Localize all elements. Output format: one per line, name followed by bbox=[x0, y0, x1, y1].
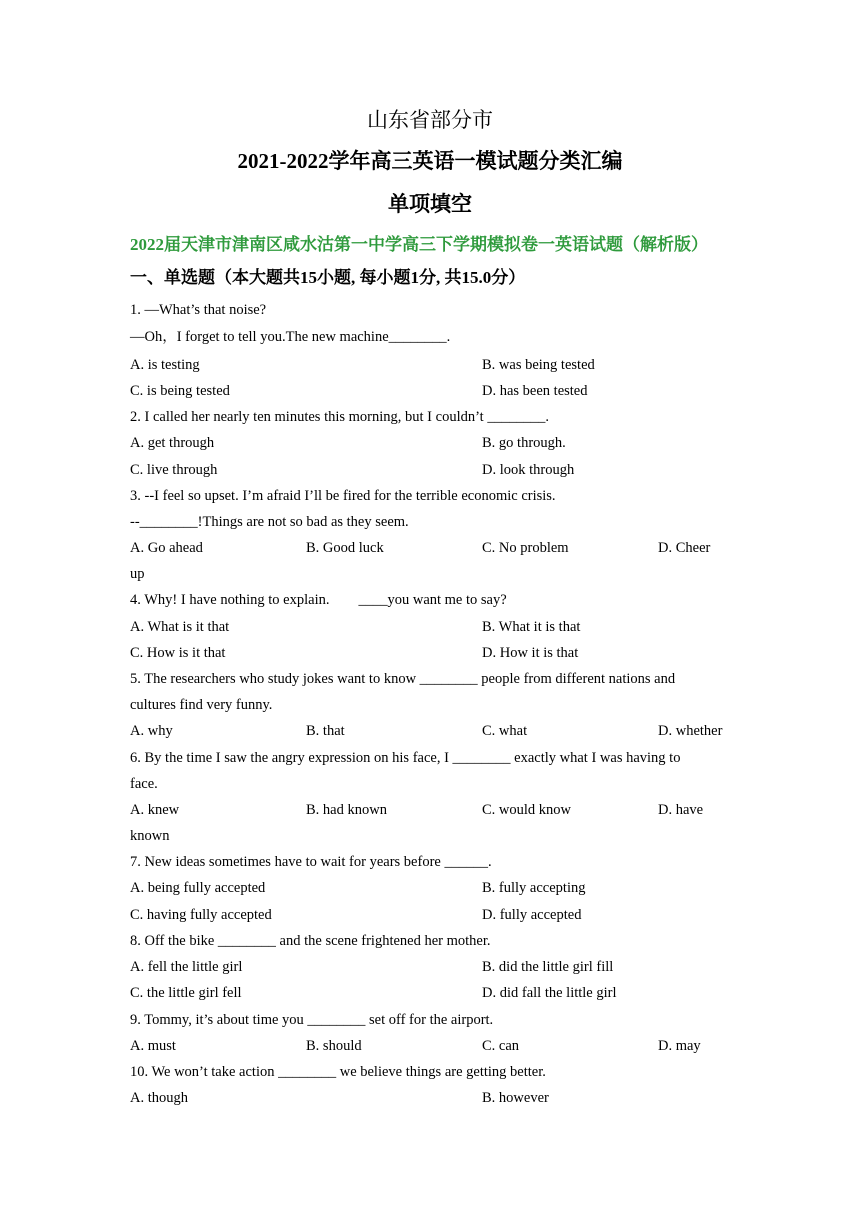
question-4-option-d: D. How it is that bbox=[482, 645, 579, 661]
question-7-option-d: D. fully accepted bbox=[482, 907, 582, 923]
question-5-stem-line-2: cultures find very funny. bbox=[130, 697, 273, 713]
question-6-option-c: C. would know bbox=[482, 802, 572, 818]
question-5-option-c: C. what bbox=[482, 723, 528, 739]
question-6-option-d: D. have bbox=[658, 802, 704, 818]
question-4-stem: 4. Why! I have nothing to explain. ____you want me to say? bbox=[130, 592, 507, 608]
question-4-option-a: A. What is it that bbox=[130, 619, 230, 635]
question-8-option-a: A. fell the little girl bbox=[130, 959, 243, 975]
source-title: 2022届天津市津南区咸水沽第一中学高三下学期模拟卷一英语试题（解析版） bbox=[130, 235, 708, 254]
question-6-option-a: A. knew bbox=[130, 802, 180, 818]
question-6-option-b: B. had known bbox=[306, 802, 387, 818]
question-3-option-c: C. No problem bbox=[482, 540, 569, 556]
question-3-stem-line-2: --________!Things are not so bad as they seem. bbox=[130, 514, 409, 530]
question-2-option-c: C. live through bbox=[130, 462, 218, 478]
question-8-stem: 8. Off the bike ________ and the scene frightened her mother. bbox=[130, 933, 491, 949]
question-6-option-d-wrap: known bbox=[130, 828, 170, 844]
question-2-stem: 2. I called her nearly ten minutes this morning, but I couldn’t ________. bbox=[130, 409, 549, 425]
question-1-stem-line-2: —Oh，I forget to tell you.The new machine________. bbox=[130, 329, 451, 345]
question-1-option-c: C. is being tested bbox=[130, 383, 230, 399]
question-6-stem-line-2: face. bbox=[130, 776, 158, 792]
question-7-stem: 7. New ideas sometimes have to wait for years before ______. bbox=[130, 854, 492, 870]
question-9-option-b: B. should bbox=[306, 1038, 362, 1054]
question-8-option-d: D. did fall the little girl bbox=[482, 985, 617, 1001]
question-4-option-b: B. What it is that bbox=[482, 619, 581, 635]
question-6-stem-line-1: 6. By the time I saw the angry expression on his face, I ________ exactly what I was having to bbox=[130, 750, 681, 766]
question-10-stem: 10. We won’t take action ________ we believe things are getting better. bbox=[130, 1064, 546, 1080]
question-2-option-b: B. go through. bbox=[482, 435, 566, 451]
question-2-option-a: A. get through bbox=[130, 435, 215, 451]
question-1-option-a: A. is testing bbox=[130, 357, 200, 373]
question-3-option-a: A. Go ahead bbox=[130, 540, 203, 556]
question-8-option-c: C. the little girl fell bbox=[130, 985, 242, 1001]
question-5-option-b: B. that bbox=[306, 723, 345, 739]
question-3-option-b: B. Good luck bbox=[306, 540, 384, 556]
question-1-option-d: D. has been tested bbox=[482, 383, 588, 399]
question-4-option-c: C. How is it that bbox=[130, 645, 226, 661]
question-3-option-d: D. Cheer bbox=[658, 540, 711, 556]
topic-title: 单项填空 bbox=[388, 192, 472, 216]
region-title: 山东省部分市 bbox=[367, 108, 493, 132]
question-9-option-d: D. may bbox=[658, 1038, 701, 1054]
question-10-option-a: A. though bbox=[130, 1090, 188, 1106]
question-5-option-a: A. why bbox=[130, 723, 173, 739]
question-7-option-a: A. being fully accepted bbox=[130, 880, 266, 896]
question-9-option-c: C. can bbox=[482, 1038, 520, 1054]
question-9-option-a: A. must bbox=[130, 1038, 176, 1054]
question-5-option-d: D. whether bbox=[658, 723, 723, 739]
question-3-option-d-wrap: up bbox=[130, 566, 145, 582]
question-8-option-b: B. did the little girl fill bbox=[482, 959, 614, 975]
question-9-stem: 9. Tommy, it’s about time you ________ set off for the airport. bbox=[130, 1012, 494, 1028]
question-2-option-d: D. look through bbox=[482, 462, 575, 478]
question-7-option-c: C. having fully accepted bbox=[130, 907, 272, 923]
question-7-option-b: B. fully accepting bbox=[482, 880, 586, 896]
question-5-stem-line-1: 5. The researchers who study jokes want to know ________ people from different nations and bbox=[130, 671, 676, 687]
series-title: 2021-2022学年高三英语一模试题分类汇编 bbox=[237, 149, 623, 173]
question-1-option-b: B. was being tested bbox=[482, 357, 595, 373]
question-3-stem-line-1: 3. --I feel so upset. I’m afraid I’ll be fired for the terrible economic crisis. bbox=[130, 488, 556, 504]
question-1-stem-line-1: 1. —What’s that noise? bbox=[130, 302, 267, 318]
question-10-option-b: B. however bbox=[482, 1090, 549, 1106]
section-title: 一、单选题（本大题共15小题, 每小题1分, 共15.0分） bbox=[130, 268, 526, 287]
